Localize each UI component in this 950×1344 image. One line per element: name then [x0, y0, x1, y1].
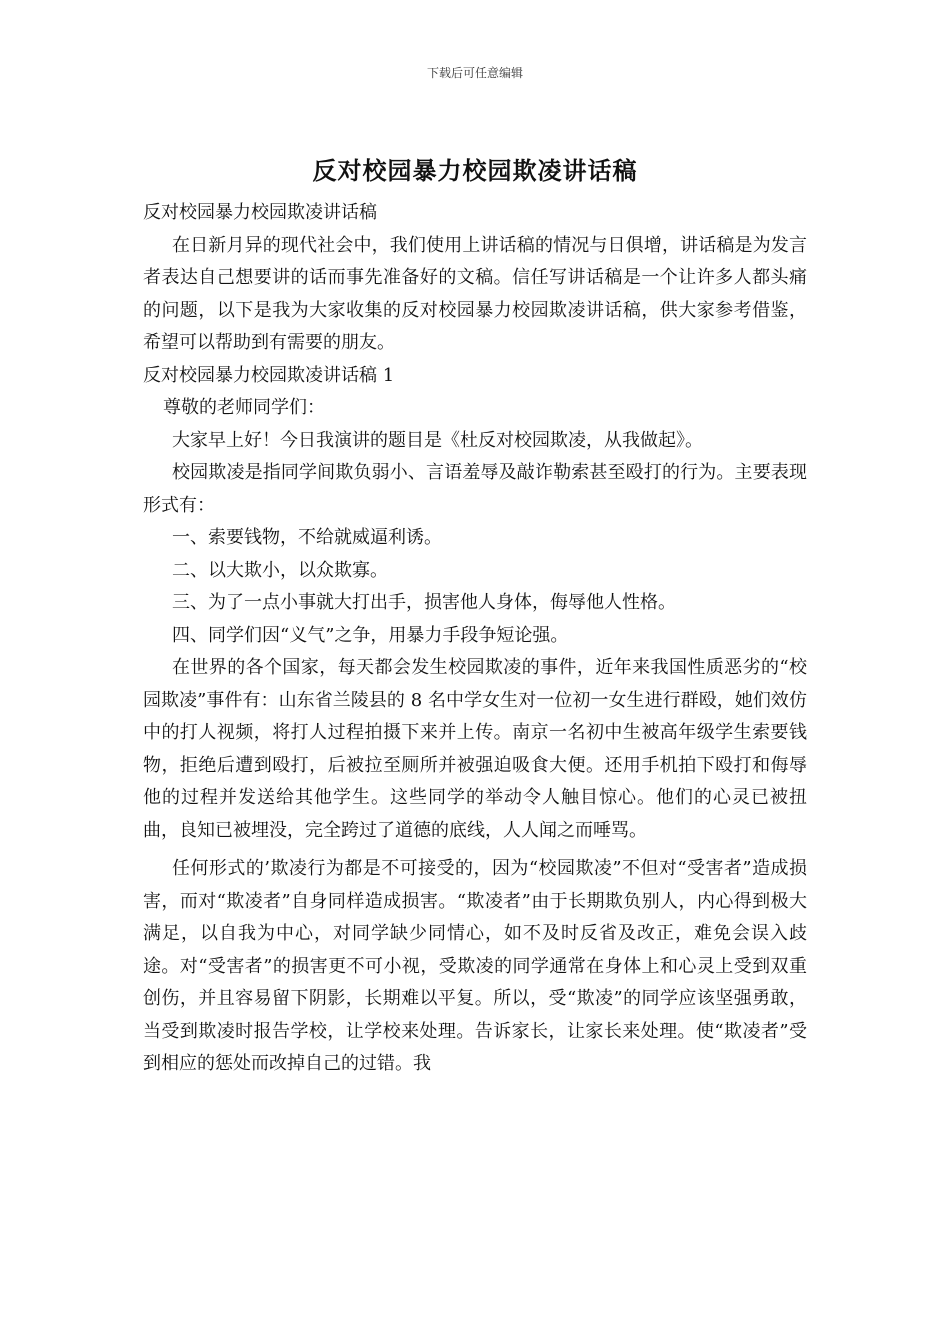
paragraph-consequences: 任何形式的’欺凌行为都是不可接受的，因为“校园欺凌”不但对“受害者”造成损害，而对“欺凌者”自身同样造成损害。“欺凌者”由于长期欺负别人，内心得到极大满足，以自我为中心，对同学缺少同情心，如不及时反省及改正，难免会误入歧途。对“受害者”的损害更不可小视，受欺凌的同学通常在身体上和心灵上受到双重创伤，并且容易留下阴影，长期难以平复。所以，受“欺凌”的同学应该坚强勇敢，当受到欺凌时报告学校，让学校来处理。告诉家长，让家长来处理。使“欺凌者”受到相应的惩处而改掉自己的过错。我 — [143, 858, 807, 1074]
paragraph-section-heading: 反对校园暴力校园欺凌讲话稿 1 — [143, 364, 395, 386]
page-header-note: 下载后可任意编辑 — [426, 66, 523, 80]
paragraph-intro: 在日新月异的现代社会中，我们使用上讲话稿的情况与日俱增，讲话稿是为发言者表达自己想要讲的话而事先准备好的文稿。信任写讲话稿是一个让许多人都头痛的问题，以下是我为大家收集的反对校园暴力校园欺凌讲话稿，供大家参考借鉴，希望可以帮助到有需要的朋友。 — [143, 234, 807, 353]
document-body — [143, 197, 807, 1081]
document-title: 反对校园暴力校园欺凌讲话稿 — [312, 156, 638, 185]
paragraph-list-item: 一、索要钱物，不给就威逼利诱。 — [172, 527, 442, 548]
paragraph-definition: 校园欺凌是指同学间欺负弱小、言语羞辱及敲诈勒索甚至殴打的行为。主要表现形式有： — [143, 462, 807, 516]
paragraph-list-item: 二、以大欺小，以众欺寡。 — [172, 559, 388, 581]
paragraph-examples: 在世界的各个国家，每天都会发生校园欺凌的事件，近年来我国性质恶劣的“校园欺凌”事件有：山东省兰陵县的 8 名中学女生对一位初一女生进行群殴，她们效仿中的打人视频，将打人过程拍摄下来并上传。南京一名初中生被高年级学生索要钱物，拒绝后遭到殴打，后被拉至厕所并被强迫吸食大便。还用手机拍下殴打和侮辱他的过程并发送给其他学生。这些同学的举动令人触目惊心。他们的心灵已被扭曲，良知已被埋没，完全跨过了道德的底线，人人闻之而唾骂。 — [143, 657, 807, 841]
paragraph-list-item: 四、同学们因“义气”之争，用暴力手段争短论强。 — [172, 624, 569, 646]
paragraph-greeting: 大家早上好！今日我演讲的题目是《杜反对校园欺凌，从我做起》。 — [172, 429, 703, 451]
paragraph-list-item: 三、为了一点小事就大打出手，损害他人身体，侮辱他人性格。 — [172, 592, 676, 613]
paragraph-subtitle: 反对校园暴力校园欺凌讲话稿 — [143, 202, 377, 223]
paragraph-salutation: 尊敬的老师同学们： — [163, 397, 325, 418]
